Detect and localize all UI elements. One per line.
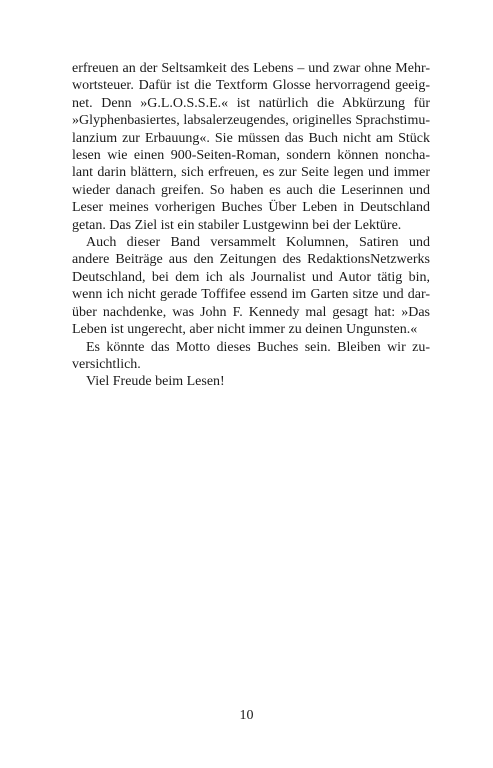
text-line: wieder danach greifen. So haben es auch die Leserinnen und bbox=[72, 182, 430, 198]
text-line: Leser meines vorherigen Buches Über Leben in Deutschland bbox=[72, 200, 430, 216]
text-line: versichtlich. bbox=[72, 356, 141, 372]
text-line: Viel Freude beim Lesen! bbox=[86, 374, 225, 390]
text-line: lesen wie einen 900-Seiten-Roman, sondern können noncha- bbox=[72, 148, 430, 164]
text-line: über nachdenke, was John F. Kennedy mal gesagt hat: »Das bbox=[72, 304, 430, 320]
text-line: Es könnte das Motto dieses Buches sein. Bleiben wir zu- bbox=[86, 339, 430, 355]
text-line: lant darin blättern, sich erfreuen, es zur Seite legen und immer bbox=[72, 165, 430, 181]
text-line: net. Denn »G.L.O.S.S.E.« ist natürlich die Abkürzung für bbox=[72, 95, 430, 111]
body-text bbox=[72, 60, 430, 391]
text-line: erfreuen an der Seltsamkeit des Lebens – und zwar ohne Mehr- bbox=[72, 61, 430, 76]
text-line: »Glyphenbasiertes, labsalerzeugendes, originelles Sprachstimu- bbox=[72, 113, 430, 129]
text-line: wenn ich nicht gerade Toffifee essend im Garten sitze und dar- bbox=[72, 287, 430, 303]
text-line: Deutschland, bei dem ich als Journalist und Autor tätig bin, bbox=[72, 269, 430, 285]
text-line: wortsteuer. Dafür ist die Textform Glosse hervorragend geeig- bbox=[72, 78, 430, 94]
text-line: getan. Das Ziel ist ein stabiler Lustgewinn bei der Lektüre. bbox=[72, 217, 402, 233]
text-line: lanzium zur Erbauung«. Sie müssen das Buch nicht am Stück bbox=[72, 130, 430, 146]
text-line: Auch dieser Band versammelt Kolumnen, Satiren und bbox=[86, 235, 430, 251]
page-number: 10 bbox=[239, 708, 254, 723]
text-line: Leben ist ungerecht, aber nicht immer zu deinen Ungunsten.« bbox=[72, 322, 418, 338]
text-line: andere Beiträge aus den Zeitungen des RedaktionsNetzwerks bbox=[72, 252, 430, 268]
